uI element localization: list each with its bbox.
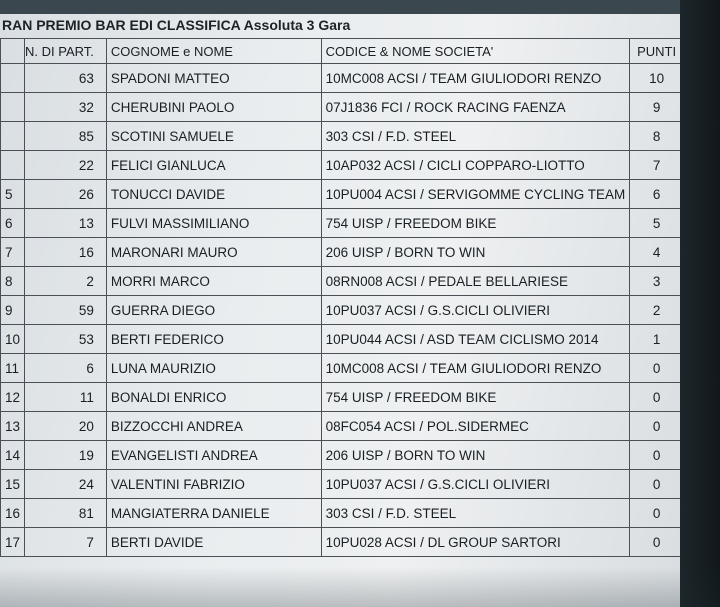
monitor-frame — [680, 0, 720, 607]
cell-society: 206 UISP / BORN TO WIN — [321, 238, 630, 267]
cell-bib: 13 — [25, 209, 107, 238]
cell-points: 1 — [630, 325, 684, 354]
cell-name: BONALDI ENRICO — [106, 383, 321, 412]
table-row — [1, 209, 684, 238]
cell-bib: 6 — [25, 354, 107, 383]
table-row — [1, 93, 684, 122]
cell-position — [1, 122, 25, 151]
cell-name: BERTI DAVIDE — [106, 528, 321, 557]
cell-society: 10AP032 ACSI / CICLI COPPARO-LIOTTO — [321, 151, 630, 180]
cell-society: 08RN008 ACSI / PEDALE BELLARIESE — [321, 267, 630, 296]
table-row — [1, 64, 684, 93]
cell-society: 754 UISP / FREEDOM BIKE — [321, 209, 630, 238]
table-row — [1, 267, 684, 296]
results-table — [0, 38, 684, 557]
cell-points: 6 — [630, 180, 684, 209]
cell-position: 13 — [1, 412, 25, 441]
table-row — [1, 180, 684, 209]
table-row — [1, 470, 684, 499]
cell-society: 10PU037 ACSI / G.S.CICLI OLIVIERI — [321, 296, 630, 325]
header-bib: N. DI PART. — [25, 39, 107, 64]
cell-name: TONUCCI DAVIDE — [106, 180, 321, 209]
cell-name: MANGIATERRA DANIELE — [106, 499, 321, 528]
table-row — [1, 499, 684, 528]
results-body — [1, 64, 684, 557]
cell-bib: 24 — [25, 470, 107, 499]
cell-name: LUNA MAURIZIO — [106, 354, 321, 383]
cell-points: 2 — [630, 296, 684, 325]
results-sheet — [0, 14, 684, 607]
cell-name: VALENTINI FABRIZIO — [106, 470, 321, 499]
cell-points: 5 — [630, 209, 684, 238]
header-points: PUNTI — [630, 39, 684, 64]
cell-name: SPADONI MATTEO — [106, 64, 321, 93]
bottom-shade — [0, 567, 720, 607]
page-title: RAN PREMIO BAR EDI CLASSIFICA Assoluta 3 Gara — [2, 17, 351, 33]
cell-position: 15 — [1, 470, 25, 499]
cell-bib: 32 — [25, 93, 107, 122]
table-row — [1, 151, 684, 180]
cell-name: BERTI FEDERICO — [106, 325, 321, 354]
cell-position: 14 — [1, 441, 25, 470]
cell-points: 4 — [630, 238, 684, 267]
cell-society: 10PU028 ACSI / DL GROUP SARTORI — [321, 528, 630, 557]
cell-name: SCOTINI SAMUELE — [106, 122, 321, 151]
table-row — [1, 296, 684, 325]
cell-position: 17 — [1, 528, 25, 557]
cell-points: 0 — [630, 528, 684, 557]
cell-position: 9 — [1, 296, 25, 325]
cell-name: FULVI MASSIMILIANO — [106, 209, 321, 238]
cell-name: MORRI MARCO — [106, 267, 321, 296]
cell-bib: 81 — [25, 499, 107, 528]
cell-bib: 20 — [25, 412, 107, 441]
cell-bib: 22 — [25, 151, 107, 180]
cell-society: 08FC054 ACSI / POL.SIDERMEC — [321, 412, 630, 441]
header-position — [1, 39, 25, 64]
cell-points: 8 — [630, 122, 684, 151]
table-header-row — [1, 39, 684, 64]
cell-position — [1, 151, 25, 180]
cell-points: 0 — [630, 499, 684, 528]
cell-bib: 85 — [25, 122, 107, 151]
cell-position: 12 — [1, 383, 25, 412]
cell-society: 754 UISP / FREEDOM BIKE — [321, 383, 630, 412]
cell-position: 5 — [1, 180, 25, 209]
cell-name: CHERUBINI PAOLO — [106, 93, 321, 122]
cell-points: 3 — [630, 267, 684, 296]
cell-society: 303 CSI / F.D. STEEL — [321, 499, 630, 528]
table-row — [1, 383, 684, 412]
cell-society: 303 CSI / F.D. STEEL — [321, 122, 630, 151]
cell-bib: 53 — [25, 325, 107, 354]
cell-bib: 19 — [25, 441, 107, 470]
table-row — [1, 354, 684, 383]
cell-points: 0 — [630, 354, 684, 383]
cell-name: FELICI GIANLUCA — [106, 151, 321, 180]
cell-bib: 59 — [25, 296, 107, 325]
cell-bib: 7 — [25, 528, 107, 557]
cell-points: 7 — [630, 151, 684, 180]
cell-society: 206 UISP / BORN TO WIN — [321, 441, 630, 470]
cell-name: GUERRA DIEGO — [106, 296, 321, 325]
cell-society: 07J1836 FCI / ROCK RACING FAENZA — [321, 93, 630, 122]
cell-points: 0 — [630, 383, 684, 412]
cell-bib: 11 — [25, 383, 107, 412]
cell-name: EVANGELISTI ANDREA — [106, 441, 321, 470]
cell-name: MARONARI MAURO — [106, 238, 321, 267]
cell-bib: 16 — [25, 238, 107, 267]
cell-position: 8 — [1, 267, 25, 296]
cell-bib: 63 — [25, 64, 107, 93]
table-row — [1, 528, 684, 557]
cell-name: BIZZOCCHI ANDREA — [106, 412, 321, 441]
cell-points: 0 — [630, 441, 684, 470]
cell-position: 6 — [1, 209, 25, 238]
cell-society: 10PU037 ACSI / G.S.CICLI OLIVIERI — [321, 470, 630, 499]
cell-position: 10 — [1, 325, 25, 354]
table-row — [1, 238, 684, 267]
cell-points: 9 — [630, 93, 684, 122]
cell-society: 10PU044 ACSI / ASD TEAM CICLISMO 2014 — [321, 325, 630, 354]
cell-society: 10MC008 ACSI / TEAM GIULIODORI RENZO — [321, 354, 630, 383]
table-row — [1, 412, 684, 441]
cell-position: 16 — [1, 499, 25, 528]
cell-bib: 26 — [25, 180, 107, 209]
cell-points: 0 — [630, 470, 684, 499]
top-edge — [0, 0, 720, 14]
cell-society: 10PU004 ACSI / SERVIGOMME CYCLING TEAM — [321, 180, 630, 209]
cell-points: 10 — [630, 64, 684, 93]
cell-position: 7 — [1, 238, 25, 267]
table-row — [1, 325, 684, 354]
cell-position — [1, 93, 25, 122]
cell-bib: 2 — [25, 267, 107, 296]
table-row — [1, 441, 684, 470]
cell-society: 10MC008 ACSI / TEAM GIULIODORI RENZO — [321, 64, 630, 93]
cell-points: 0 — [630, 412, 684, 441]
cell-position: 11 — [1, 354, 25, 383]
header-society: CODICE & NOME SOCIETA' — [321, 39, 630, 64]
table-row — [1, 122, 684, 151]
cell-position — [1, 64, 25, 93]
header-name: COGNOME e NOME — [106, 39, 321, 64]
